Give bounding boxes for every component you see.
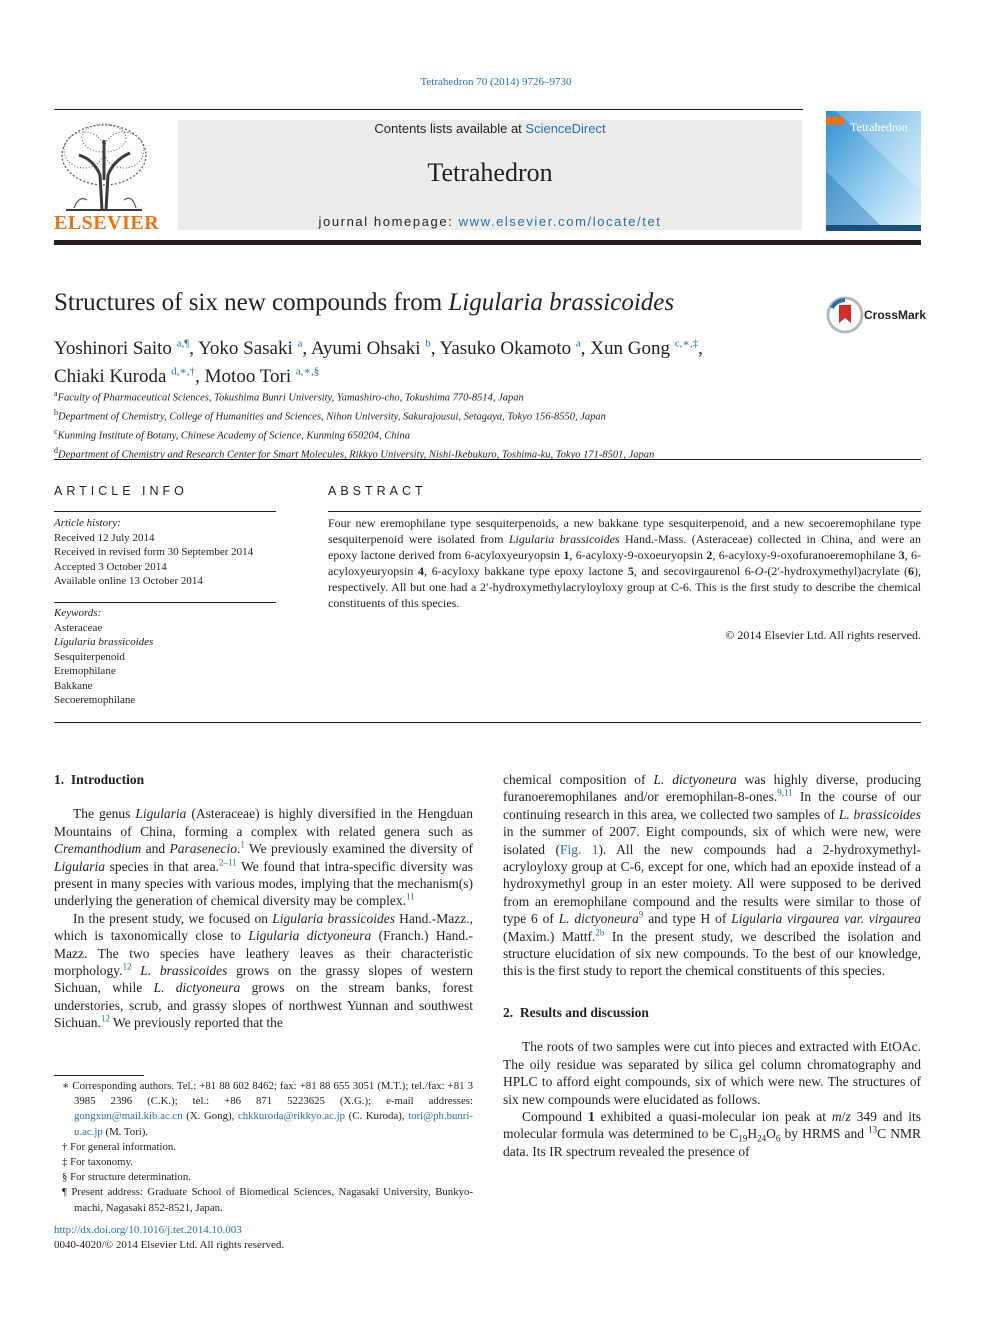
email-link[interactable]: tori@ph.bunri-u.ac.jp [74,1110,473,1138]
paragraph: In the present study, we focused on Ligularia brassicoides Hand.-Mazz., which is taxonomically close to Ligularia dictyoneura (Franch.) Hand.-Mazz. The two species have leathery leaves as their characteristic morphology.$^{12}$ L. brassicoides grows on the grassy slopes of western Sichuan, while L. dictyoneura grows on the stream banks, forest understories, scrub, and grassy slopes of northwest Yunnan and southwest Sichuan.$^{12}$ We previously reported that the [54,910,474,1031]
footnote-corresponding: ∗ Corresponding authors. Tel.: +81 88 602 8462; fax: +81 88 655 3051 (M.T.); tel./fax: +81 3 3985 2396 (C.K.); tel.: +86 871 5223625 (X.G.); e-mail addresses: gongxun@mail.kib.ac.cn (X. Gong), chkkuroda@rikkyo.ac.jp (C. Kuroda), tori@ph.bunri-u.ac.jp (M. Tori). [62,1080,473,1138]
intro-heading: 1. Introduction [54,772,145,787]
author[interactable]: Yoko Sasaki $^a$, [198,338,311,360]
paragraph: The genus Ligularia (Asteraceae) is highly diversified in the Hengduan Mountains of China, forming a complex with related genera such as Cremanthodium and Parasenecio.$^1$ We previously examined the diversity of Ligularia species in that area.$^{2-11}$ We found that intra-specific diversity was present in many species with various modes, implying that the mechanism(s) underlying the generation of chemical diversity may be complex.$^{11}$ [54,806,474,909]
body-column-right [503,771,921,1160]
sciencedirect-link[interactable]: ScienceDirect [525,121,606,136]
paragraph: chemical composition of L. dictyoneura was highly diverse, producing furanoeremophilanes and/or eremophilan-8-ones.$^{9,11}$ In the course of our continuing research in this area, we collected two samples of L. brassicoides in the summer of 2007. Eight compounds, six of which were new, were isolated (Fig. 1). All the new compounds had a 2-hydroxymethyl-acryloyloxy group at C-6, except for one, which had an epoxide instead of a hydroxymethyl group in an ester moiety. All were supposed to be derived from an eremophilane compound and the results were similar to those of type 6 of L. dictyoneura$^9$ and type H of Ligularia virgaurea var. virgaurea (Maxim.) Mattf.$^{2b}$ In the present study, we described the isolation and structure elucidation of six new compounds. To the best of our knowledge, this is the first study to report the chemical constituents of this species. [503,772,921,979]
reference-link[interactable]: 9,11 [777,787,793,798]
reference-link[interactable]: 1 [240,839,245,850]
article-info-rule [54,511,276,512]
contents-line [178,121,802,136]
homepage-line [178,214,802,229]
doi-link[interactable]: http://dx.doi.org/10.1016/j.tet.2014.10.003 [54,1224,242,1236]
doi-block [54,1223,284,1253]
figure-link[interactable]: Fig. 1 [559,841,599,857]
author[interactable]: Ayumi Ohsaki $^b$, [310,338,440,360]
history-label: Article history: [54,517,121,529]
journal-name: Tetrahedron [427,158,553,187]
reference-link[interactable]: 11 [406,891,415,902]
history-item: Available online 13 October 2014 [54,575,203,587]
keyword: Eremophilane [54,665,116,677]
journal-banner [178,120,802,230]
affiliation: $^c$Kunming Institute of Botany, Chinese Academy of Science, Kunming 650204, China [54,427,410,442]
header-thick-rule [54,240,921,245]
author[interactable]: Motoo Tori $^{a,∗,\S}$ [204,365,320,387]
abstract-heading: ABSTRACT [328,484,427,498]
author-list [54,333,814,388]
article-history [54,516,276,589]
author[interactable]: Yoshinori Saito $^{a,\P}$, [54,338,199,360]
journal-cover[interactable] [826,111,921,231]
keyword: Ligularia brassicoides [54,636,154,648]
section-rule [54,722,921,723]
title-text: Structures of six new compounds from [54,289,449,316]
keyword: Asteraceae [54,621,103,634]
homepage-link[interactable]: www.elsevier.com/locate/tet [458,214,662,229]
crossmark-label: CrossMark [864,308,927,322]
abstract-copyright: © 2014 Elsevier Ltd. All rights reserved. [725,628,921,642]
footnote: † For general information. [62,1140,176,1153]
keywords [54,606,276,708]
keywords-label: Keywords: [54,607,102,619]
paragraph: Compound 1 exhibited a quasi-molecular ion peak at m/z 349 and its molecular formula was determined to be $C_{19}H_{24}O_6$ by HRMS and $^{13}$C NMR data. Its IR spectrum revealed the presence of [503,1108,922,1159]
article-info-heading: ARTICLE INFO [54,484,188,498]
results-heading: 2. Results and discussion [503,1004,649,1020]
journal-citation[interactable]: Tetrahedron 70 (2014) 9726–9730 [420,76,572,88]
author[interactable]: Yasuko Okamoto $^a$, [439,338,591,360]
keyword: Secoeremophilane [54,694,136,706]
history-item: Accepted 3 October 2014 [54,560,167,573]
reference-link[interactable]: 2b [595,927,605,938]
affiliation: $^d$Department of Chemistry and Research Center for Smart Molecules, Rikkyo University, Nishi-Ikebukuro, Toshima-ku, Tokyo 171-8501, Japan [54,446,655,461]
footnotes [54,1079,473,1216]
body-column-left [54,771,473,1032]
email-link[interactable]: chkkuroda@rikkyo.ac.jp [237,1110,346,1123]
abstract-text: Four new eremophilane type sesquiterpenoids, a new bakkane type sesquiterpenoid, and a new secoeremophilane type sesquiterpenoid were isolated from Ligularia brassicoides Hand.-Mass. (Asteraceae) collected in China, and were an epoxy lactone derived from 6-acyloxyeuryopsin 1, 6-acyloxy-9-oxoeuryopsin 2, 6-acyloxy-9-oxofuranoeremophilane 3, 6-acyloxyeuryopsin 4, 6-acyloxy bakkane type epoxy lactone 5, and secovirgaurenol 6-O-(2′-hydroxymethyl)acrylate (6), respectively. All but one had a 2′-hydroxymethylacryloyloxy group at C-6. This is the first study to describe the chemical constituents of this species. [328,516,922,610]
affiliation: $^a$Faculty of Pharmaceutical Sciences, Tokushima Bunri University, Yamashiro-cho, Tokushima 770-8514, Japan [54,389,524,404]
header-rule [54,109,803,110]
footnote: ‡ For taxonomy. [62,1156,133,1169]
keyword: Bakkane [54,679,93,692]
keyword: Sesquiterpenoid [54,650,125,663]
title-species: Ligularia brassicoides [448,289,675,316]
homepage-prefix: journal homepage: [318,214,459,229]
footnote-rule [54,1075,144,1076]
crossmark-badge[interactable] [826,296,926,334]
abstract-rule [328,511,921,512]
footnote: ¶ Present address: Graduate School of Biomedical Sciences, Nagasaki University, Bunkyo-machi, Nagasaki 852-8521, Japan. [62,1186,473,1214]
reference-link[interactable]: 12 [122,961,132,972]
reference-link[interactable]: 2–11 [219,857,237,868]
paragraph: The roots of two samples were cut into pieces and extracted with EtOAc. The oily residue was separated by silica gel column chromatography and HPLC to afford eight compounds, six of which were new. The structures of six new compounds were elucidated as follows. [503,1039,921,1107]
history-item: Received in revised form 30 September 2014 [54,546,254,558]
elsevier-wordmark: ELSEVIER [54,212,160,234]
article-title [54,289,674,317]
cover-title: Tetrahedron [850,120,908,134]
footnote: § For structure determination. [62,1171,191,1184]
author[interactable]: Xun Gong $^{c,∗,\ddagger}$, [590,338,703,360]
issn-line: 0040-4020/© 2014 Elsevier Ltd. All rights reserved. [54,1239,285,1251]
email-link[interactable]: gongxun@mail.kib.ac.cn [74,1110,183,1123]
section-rule [54,459,921,460]
affiliation: $^b$Department of Chemistry, College of Humanities and Sciences, Nihon University, Sakurajousui, Setagaya, Tokyo 156-8550, Japan [54,408,606,423]
contents-prefix: Contents lists available at [374,121,526,136]
affiliations [54,387,914,463]
reference-link[interactable]: 12 [100,1013,110,1024]
keywords-rule [54,602,276,603]
history-item: Received 12 July 2014 [54,531,155,544]
author[interactable]: Chiaki Kuroda $^{d,∗,\dagger}$, [54,365,205,387]
reference-link[interactable]: 9 [638,909,644,920]
